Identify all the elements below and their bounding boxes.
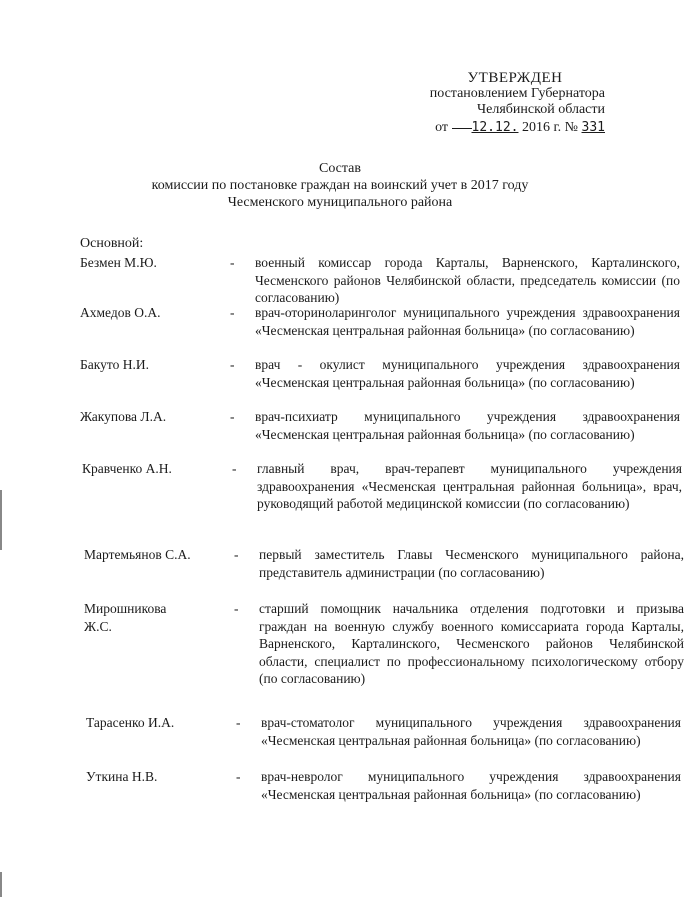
heading-line-1: Состав: [318, 161, 361, 176]
member-description: врач - окулист муниципального учреждения здравоохранения «Чесменская центральная районная больница» (по согласованию): [255, 357, 680, 390]
member-dash: -: [234, 601, 239, 616]
member-name: Кравченко А.Н.: [82, 461, 172, 476]
member-description: врач-невролог муниципального учреждения здравоохранения «Чесменская центральная районная больница» (по согласованию): [261, 769, 681, 802]
member-dash: -: [232, 461, 237, 476]
member-dash: -: [230, 409, 235, 424]
approval-line-2: Челябинской области: [477, 102, 605, 117]
scan-edge-mark: [0, 490, 2, 550]
member-description: старший помощник начальника отделения подготовки и призыва граждан на военную службу военного комиссариата города Карталы, Варненского, Карталинского, Чесменского районов Челябинской области, специалист по профессиональному психологическому отбору (по согласованию): [259, 601, 684, 686]
member-name: Мартемьянов С.А.: [84, 547, 191, 562]
member-name: Бакуто Н.И.: [80, 357, 149, 372]
member-name: Уткина Н.В.: [86, 769, 158, 784]
member-dash: -: [236, 715, 241, 730]
member-name: Жакупова Л.А.: [80, 409, 167, 424]
section-label: Основной:: [80, 236, 144, 251]
date-suffix: 2016 г. №: [521, 120, 579, 135]
member-description: первый заместитель Главы Чесменского муниципального района, представитель администрации (по согласованию): [259, 547, 684, 580]
member-name: Мирошникова Ж.С.: [84, 601, 167, 634]
scan-edge-mark: [0, 872, 2, 897]
member-description: врач-оториноларинголог муниципального учреждения здравоохранения «Чесменская центральная районная больница» (по согласованию): [255, 305, 680, 338]
member-dash: -: [230, 357, 235, 372]
member-name: Безмен М.Ю.: [80, 255, 157, 270]
member-description: врач-психиатр муниципального учреждения здравоохранения «Чесменская центральная районная больница» (по согласованию): [255, 409, 680, 442]
member-description: главный врач, врач-терапевт муниципального учреждения здравоохранения «Чесменская центральная районная больница», врач, руководящий работой медицинской комиссии (по согласованию): [257, 461, 682, 511]
member-name: Тарасенко И.А.: [86, 715, 175, 730]
document-heading: [80, 160, 600, 211]
heading-line-2: комиссии по постановке граждан на воинский учет в 2017 году: [151, 178, 529, 193]
approval-block: [385, 70, 605, 136]
approval-line-1: постановлением Губернатора: [429, 86, 605, 101]
approval-date-line: [385, 120, 605, 136]
member-name: Ахмедов О.А.: [80, 305, 161, 320]
handwritten-date: 12.12.: [471, 120, 519, 135]
date-prefix: от: [435, 120, 449, 135]
heading-line-3: Чесменского муниципального района: [227, 195, 453, 210]
member-description: военный комиссар города Карталы, Варненского, Карталинского, Чесменского районов Челябинской области, председатель комиссии (по согласованию): [255, 255, 680, 305]
member-dash: -: [230, 305, 235, 320]
date-underline: [452, 128, 472, 129]
member-dash: -: [234, 547, 239, 562]
member-dash: -: [230, 255, 235, 270]
approval-title: УТВЕРЖДЕН: [467, 70, 563, 86]
member-description: врач-стоматолог муниципального учреждения здравоохранения «Чесменская центральная районная больница» (по согласованию): [261, 715, 681, 748]
member-dash: -: [236, 769, 241, 784]
handwritten-number: 331: [581, 120, 605, 135]
